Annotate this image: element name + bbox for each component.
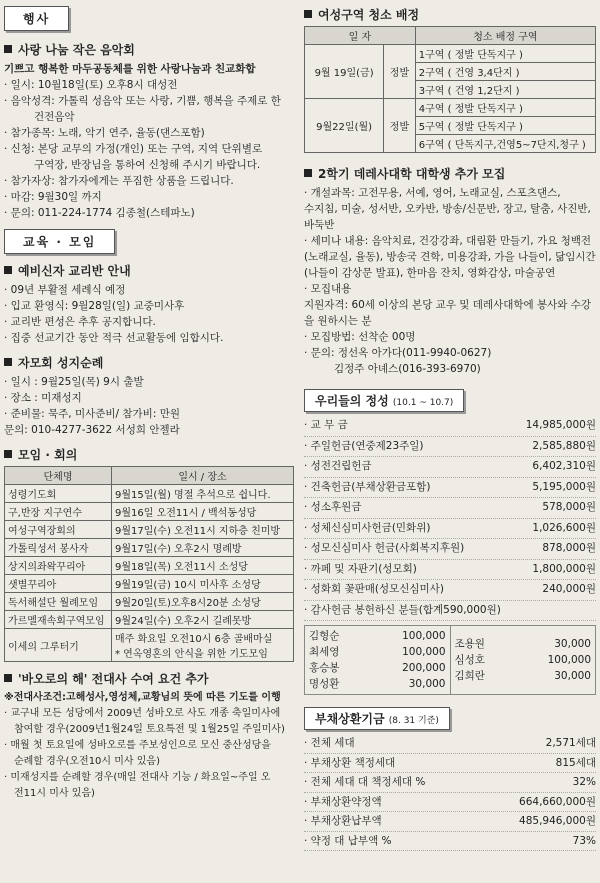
pilgrimage-section <box>4 354 294 438</box>
table-cell: 2구역 ( 건영 3,4단지 ) <box>415 63 595 81</box>
university-section <box>304 165 596 377</box>
table-cell: 9월19일(금) 10시 미사후 소성당 <box>112 575 294 593</box>
table-row <box>5 629 294 662</box>
offering-label: · 감사헌금 봉헌하신 분들(합계590,000원) <box>304 603 501 616</box>
concert-line: · 마감: 9월30일 까지 <box>4 191 102 203</box>
offering-row <box>304 519 596 540</box>
square-bullet-icon <box>4 674 12 682</box>
offering-amount: 240,000원 <box>542 583 596 595</box>
donor-name: 홍승봉 <box>309 662 340 674</box>
table-row <box>305 45 596 63</box>
debt-row <box>304 812 596 832</box>
donor-amount: 100,000 <box>402 630 446 642</box>
university-line: · 모집내용 <box>304 283 352 295</box>
table-cell: 매주 화요일 오전10시 6층 골배마실 * 연옥영혼의 안식을 위한 기도모임 <box>112 629 294 662</box>
donor-row <box>455 636 592 652</box>
table-cell: 9월20일(토)오후8시20분 소성당 <box>112 593 294 611</box>
donor-row <box>455 652 592 668</box>
pilgrimage-title: 자모회 성지순례 <box>18 356 104 370</box>
education-tab: 교육 · 모임 <box>4 229 115 254</box>
table-cell: 가르멜재속회구역모임 <box>5 611 112 629</box>
university-line: 을 원하시는 분 <box>304 315 372 327</box>
debt-row <box>304 832 596 852</box>
offering-row <box>304 601 596 622</box>
offering-row <box>304 560 596 581</box>
university-line: · 개설과목: 고전무용, 서예, 영어, 노래교실, 스포츠댄스, <box>304 187 561 199</box>
concert-line: · 일시: 10월18일(토) 오후8시 대성전 <box>4 79 178 91</box>
square-bullet-icon <box>4 266 12 274</box>
cleaning-table <box>304 26 596 153</box>
offering-row <box>304 457 596 478</box>
left-column <box>4 0 294 802</box>
offering-label: · 교 무 금 <box>304 419 348 431</box>
debt-label: · 약정 대 납부액 % <box>304 834 392 847</box>
table-row <box>5 575 294 593</box>
table-cell: 정발 <box>384 45 416 99</box>
offering-amount: 578,000원 <box>542 501 596 513</box>
table-row <box>5 521 294 539</box>
pauline-title: '바오로의 해' 전대사 수여 요건 추가 <box>18 672 209 686</box>
debt-section <box>304 707 596 851</box>
offering-amount: 5,195,000원 <box>532 480 596 493</box>
university-line: 김정주 아녜스(016-393-6970) <box>334 363 481 375</box>
donor-name: 조용원 <box>454 638 485 650</box>
debt-value: 2,571세대 <box>545 737 596 749</box>
table-cell: 6구역 ( 단독지구,건영5~7단지,청구 ) <box>415 135 595 153</box>
table-row <box>305 99 596 117</box>
donor-name: 최세영 <box>309 646 340 658</box>
catechism-line: · 09년 부활절 세례식 예정 <box>4 284 126 296</box>
offering-row <box>304 478 596 499</box>
pilgrimage-line: · 장소 : 미재성지 <box>4 392 82 404</box>
table-cell: 9월24일(수) 오후2시 길례못방 <box>112 611 294 629</box>
donor-column <box>305 626 451 694</box>
offering-row <box>304 539 596 560</box>
donor-row <box>309 660 446 676</box>
university-line: · 문의: 정선옥 아가다(011-9940-0627) <box>304 347 492 359</box>
pauline-section <box>4 670 294 802</box>
square-bullet-icon <box>304 169 312 177</box>
offering-label: · 성전건립헌금 <box>304 460 372 472</box>
offering-label: · 성화회 꽃판매(성모신심미사) <box>304 583 444 595</box>
table-row <box>5 503 294 521</box>
donor-row <box>309 676 446 692</box>
catechism-line: · 입교 환영식: 9월28일(일) 교중미사후 <box>4 300 185 312</box>
concert-section <box>4 41 294 221</box>
university-line: · 모집방법: 선착순 00명 <box>304 331 416 343</box>
square-bullet-icon <box>4 358 12 366</box>
table-cell: 성령기도회 <box>5 485 112 503</box>
concert-line: · 참가자상: 참가자에게는 푸짐한 상품을 드립니다. <box>4 175 234 187</box>
offering-label: · 성모신심미사 헌금(사회복지후원) <box>304 542 465 554</box>
pauline-line: 전11시 미사 있음) <box>14 788 95 799</box>
table-cell: 9월16일 오전11시 / 백석동성당 <box>112 503 294 521</box>
debt-period: (8. 31 기준) <box>388 716 439 726</box>
donor-amount: 100,000 <box>402 646 446 658</box>
debt-value: 815세대 <box>555 756 596 769</box>
meetings-title: 모임 · 회의 <box>18 448 78 462</box>
table-cell: 9월18일(목) 오전11시 소성당 <box>112 557 294 575</box>
donor-amount: 30,000 <box>554 670 591 682</box>
university-line: · 세미나 내용: 음악치료, 건강강좌, 대림환 만들기, 가요 청백전 <box>304 235 592 247</box>
table-cell: 3구역 ( 건영 1,2단지 ) <box>415 81 595 99</box>
table-cell: 4구역 ( 정발 단독지구 ) <box>415 99 595 117</box>
meetings-table <box>4 466 294 662</box>
university-line: 수지침, 미술, 성서반, 오카반, 방송/신문반, 장고, 탈춤, 사진반, <box>304 203 591 215</box>
university-line: (나들이 감상문 발표), 한마음 잔치, 영화감상, 마술공연 <box>304 267 556 279</box>
cleaning-section <box>304 6 596 153</box>
pilgrimage-line: · 일시 : 9월25일(목) 9시 출발 <box>4 376 144 388</box>
concert-title: 사랑 나눔 작은 음악회 <box>18 43 135 57</box>
debt-value: 32% <box>572 776 596 788</box>
offering-title: 우리들의 정성 <box>315 394 389 408</box>
donor-list <box>304 625 596 695</box>
square-bullet-icon <box>4 450 12 458</box>
offering-label: · 주일헌금(연중제23주일) <box>304 439 424 452</box>
donor-column <box>451 626 596 694</box>
debt-row <box>304 754 596 774</box>
offering-label: · 성소후원금 <box>304 501 362 513</box>
pilgrimage-line: 문의: 010-4277-3622 서성희 안젤라 <box>4 424 180 436</box>
table-cell: 9월22일(월) <box>305 99 384 153</box>
table-header: 단체명 <box>5 467 112 485</box>
table-cell: 9월 19일(금) <box>305 45 384 99</box>
offering-amount: 2,585,880원 <box>532 439 596 452</box>
pauline-line: ※전대사조건:고해성사,영성체,교황님의 뜻에 따른 기도를 이행 <box>4 692 281 703</box>
offering-amount: 6,402,310원 <box>532 460 596 472</box>
debt-header <box>304 707 450 730</box>
debt-label: · 부채상환 책정세대 <box>304 756 396 769</box>
offering-row <box>304 416 596 437</box>
table-header: 일 자 <box>305 27 416 45</box>
donor-row <box>455 668 592 684</box>
pauline-line: · 미재성지를 순례할 경우(매일 전대사 기능 / 화요일~주일 오 <box>4 772 271 783</box>
table-cell: 9월17일(수) 오후2시 명례방 <box>112 539 294 557</box>
table-row <box>5 593 294 611</box>
debt-label: · 전체 세대 <box>304 737 355 749</box>
catechism-line: · 교리반 편성은 추후 공지합니다. <box>4 316 156 328</box>
table-cell: 5구역 ( 정발 단독지구 ) <box>415 117 595 135</box>
table-row <box>5 485 294 503</box>
table-row <box>5 539 294 557</box>
table-header: 일시 / 장소 <box>112 467 294 485</box>
table-cell: 이세의 그루터기 <box>5 629 112 662</box>
table-cell: 여성구역장회의 <box>5 521 112 539</box>
table-cell: 정발 <box>384 99 416 153</box>
table-header: 청소 배정 구역 <box>415 27 595 45</box>
table-cell: 1구역 ( 정발 단독지구 ) <box>415 45 595 63</box>
cleaning-title: 여성구역 청소 배정 <box>318 8 420 22</box>
offering-amount: 1,026,600원 <box>532 521 596 534</box>
university-line: (노래교실, 율동), 방송국 견학, 미용강좌, 가을 나들이, 닮임시간 <box>304 251 596 263</box>
offering-amount: 1,800,000원 <box>532 562 596 575</box>
donor-amount: 30,000 <box>408 678 446 690</box>
debt-row <box>304 734 596 754</box>
pauline-line: · 매월 첫 토요일에 성바오로를 주보성인으로 모신 중산성당을 <box>4 740 271 751</box>
offering-amount: 14,985,000원 <box>525 419 596 431</box>
donor-row <box>309 644 446 660</box>
offering-section <box>304 389 596 695</box>
debt-value: 485,946,000원 <box>519 815 596 827</box>
concert-line: · 음악성격: 가톨릭 성음악 또는 사랑, 기쁨, 행복을 주제로 한 <box>4 95 281 107</box>
concert-line: 기쁘고 행복한 마두공동체를 위한 사랑나눔과 친교화합 <box>4 63 256 75</box>
table-cell: 샛별꾸리아 <box>5 575 112 593</box>
square-bullet-icon <box>4 45 12 53</box>
square-bullet-icon <box>304 10 312 18</box>
pauline-line: · 교구내 모든 성당에서 2009년 성바오로 사도 개종 축일미사에 <box>4 708 281 719</box>
table-cell: 구,반장 지구연수 <box>5 503 112 521</box>
pauline-line: 순례할 경우(오전10시 미사 있음) <box>14 756 160 767</box>
table-cell: 가톨릭성서 봉사자 <box>5 539 112 557</box>
table-row <box>5 611 294 629</box>
pilgrimage-line: · 준비물: 묵주, 미사준비/ 참가비: 만원 <box>4 408 180 420</box>
debt-row <box>304 773 596 793</box>
university-line: 바둑반 <box>304 219 335 231</box>
donor-name: 심성호 <box>454 654 485 666</box>
right-column <box>304 0 596 851</box>
catechism-line: · 집중 선교기간 동안 적극 선교활동에 임합시다. <box>4 332 224 344</box>
pauline-line: 참여할 경우(2009년1월24일 토요특전 및 1월25일 주일미사) <box>14 724 285 735</box>
donor-name: 김희란 <box>454 670 485 682</box>
catechism-section <box>4 262 294 346</box>
concert-line: · 참가종목: 노래, 악기 연주, 율동(댄스포함) <box>4 127 205 139</box>
table-cell: 독서해설단 월례모임 <box>5 593 112 611</box>
table-cell: 9월17일(수) 오전11시 지하층 친미방 <box>112 521 294 539</box>
donor-amount: 100,000 <box>547 654 591 666</box>
debt-value: 664,660,000원 <box>519 795 596 808</box>
events-tab: 행사 <box>4 6 69 31</box>
debt-label: · 부채상환약정액 <box>304 795 382 808</box>
donor-amount: 200,000 <box>402 662 446 674</box>
offering-label: · 성체신심미사헌금(민화위) <box>304 521 431 534</box>
donor-amount: 30,000 <box>554 638 591 650</box>
debt-label: · 부채상환납부액 <box>304 815 382 827</box>
table-cell: 9월15일(월) 명절 추석으로 쉽니다. <box>112 485 294 503</box>
donor-name: 명성환 <box>309 678 340 690</box>
offering-amount: 878,000원 <box>542 542 596 554</box>
offering-period: (10.1 ~ 10.7) <box>392 398 454 408</box>
concert-line: · 문의: 011-224-1774 김종철(스테파노) <box>4 207 195 219</box>
meetings-section <box>4 446 294 662</box>
concert-line: · 신청: 본당 교무의 가정(개인) 또는 구역, 지역 단위별로 <box>4 143 263 155</box>
offering-label: · 건축헌금(부채상환금포함) <box>304 480 431 493</box>
debt-value: 73% <box>572 834 596 847</box>
university-title: 2학기 데레사대학 대학생 추가 모집 <box>318 167 506 181</box>
donor-name: 김형순 <box>309 630 340 642</box>
university-line: 지원자격: 60세 이상의 본당 교우 및 데레사대학에 봉사와 수강 <box>304 299 592 311</box>
offering-label: · 까페 및 자판기(성모회) <box>304 562 417 575</box>
offering-header <box>304 389 464 412</box>
table-cell: 상지의좌왁꾸리아 <box>5 557 112 575</box>
offering-row <box>304 580 596 601</box>
offering-row <box>304 437 596 458</box>
concert-line: 구역장, 반장님을 통하여 신청해 주시기 바랍니다. <box>34 159 261 171</box>
debt-row <box>304 793 596 813</box>
catechism-title: 예비신자 교리반 안내 <box>18 264 131 278</box>
table-row <box>5 557 294 575</box>
offering-row <box>304 498 596 519</box>
debt-title: 부채상환기금 <box>315 712 385 726</box>
donor-row <box>309 628 446 644</box>
concert-line: 건전음악 <box>34 111 75 123</box>
debt-label: · 전체 세대 대 책정세대 % <box>304 776 426 788</box>
